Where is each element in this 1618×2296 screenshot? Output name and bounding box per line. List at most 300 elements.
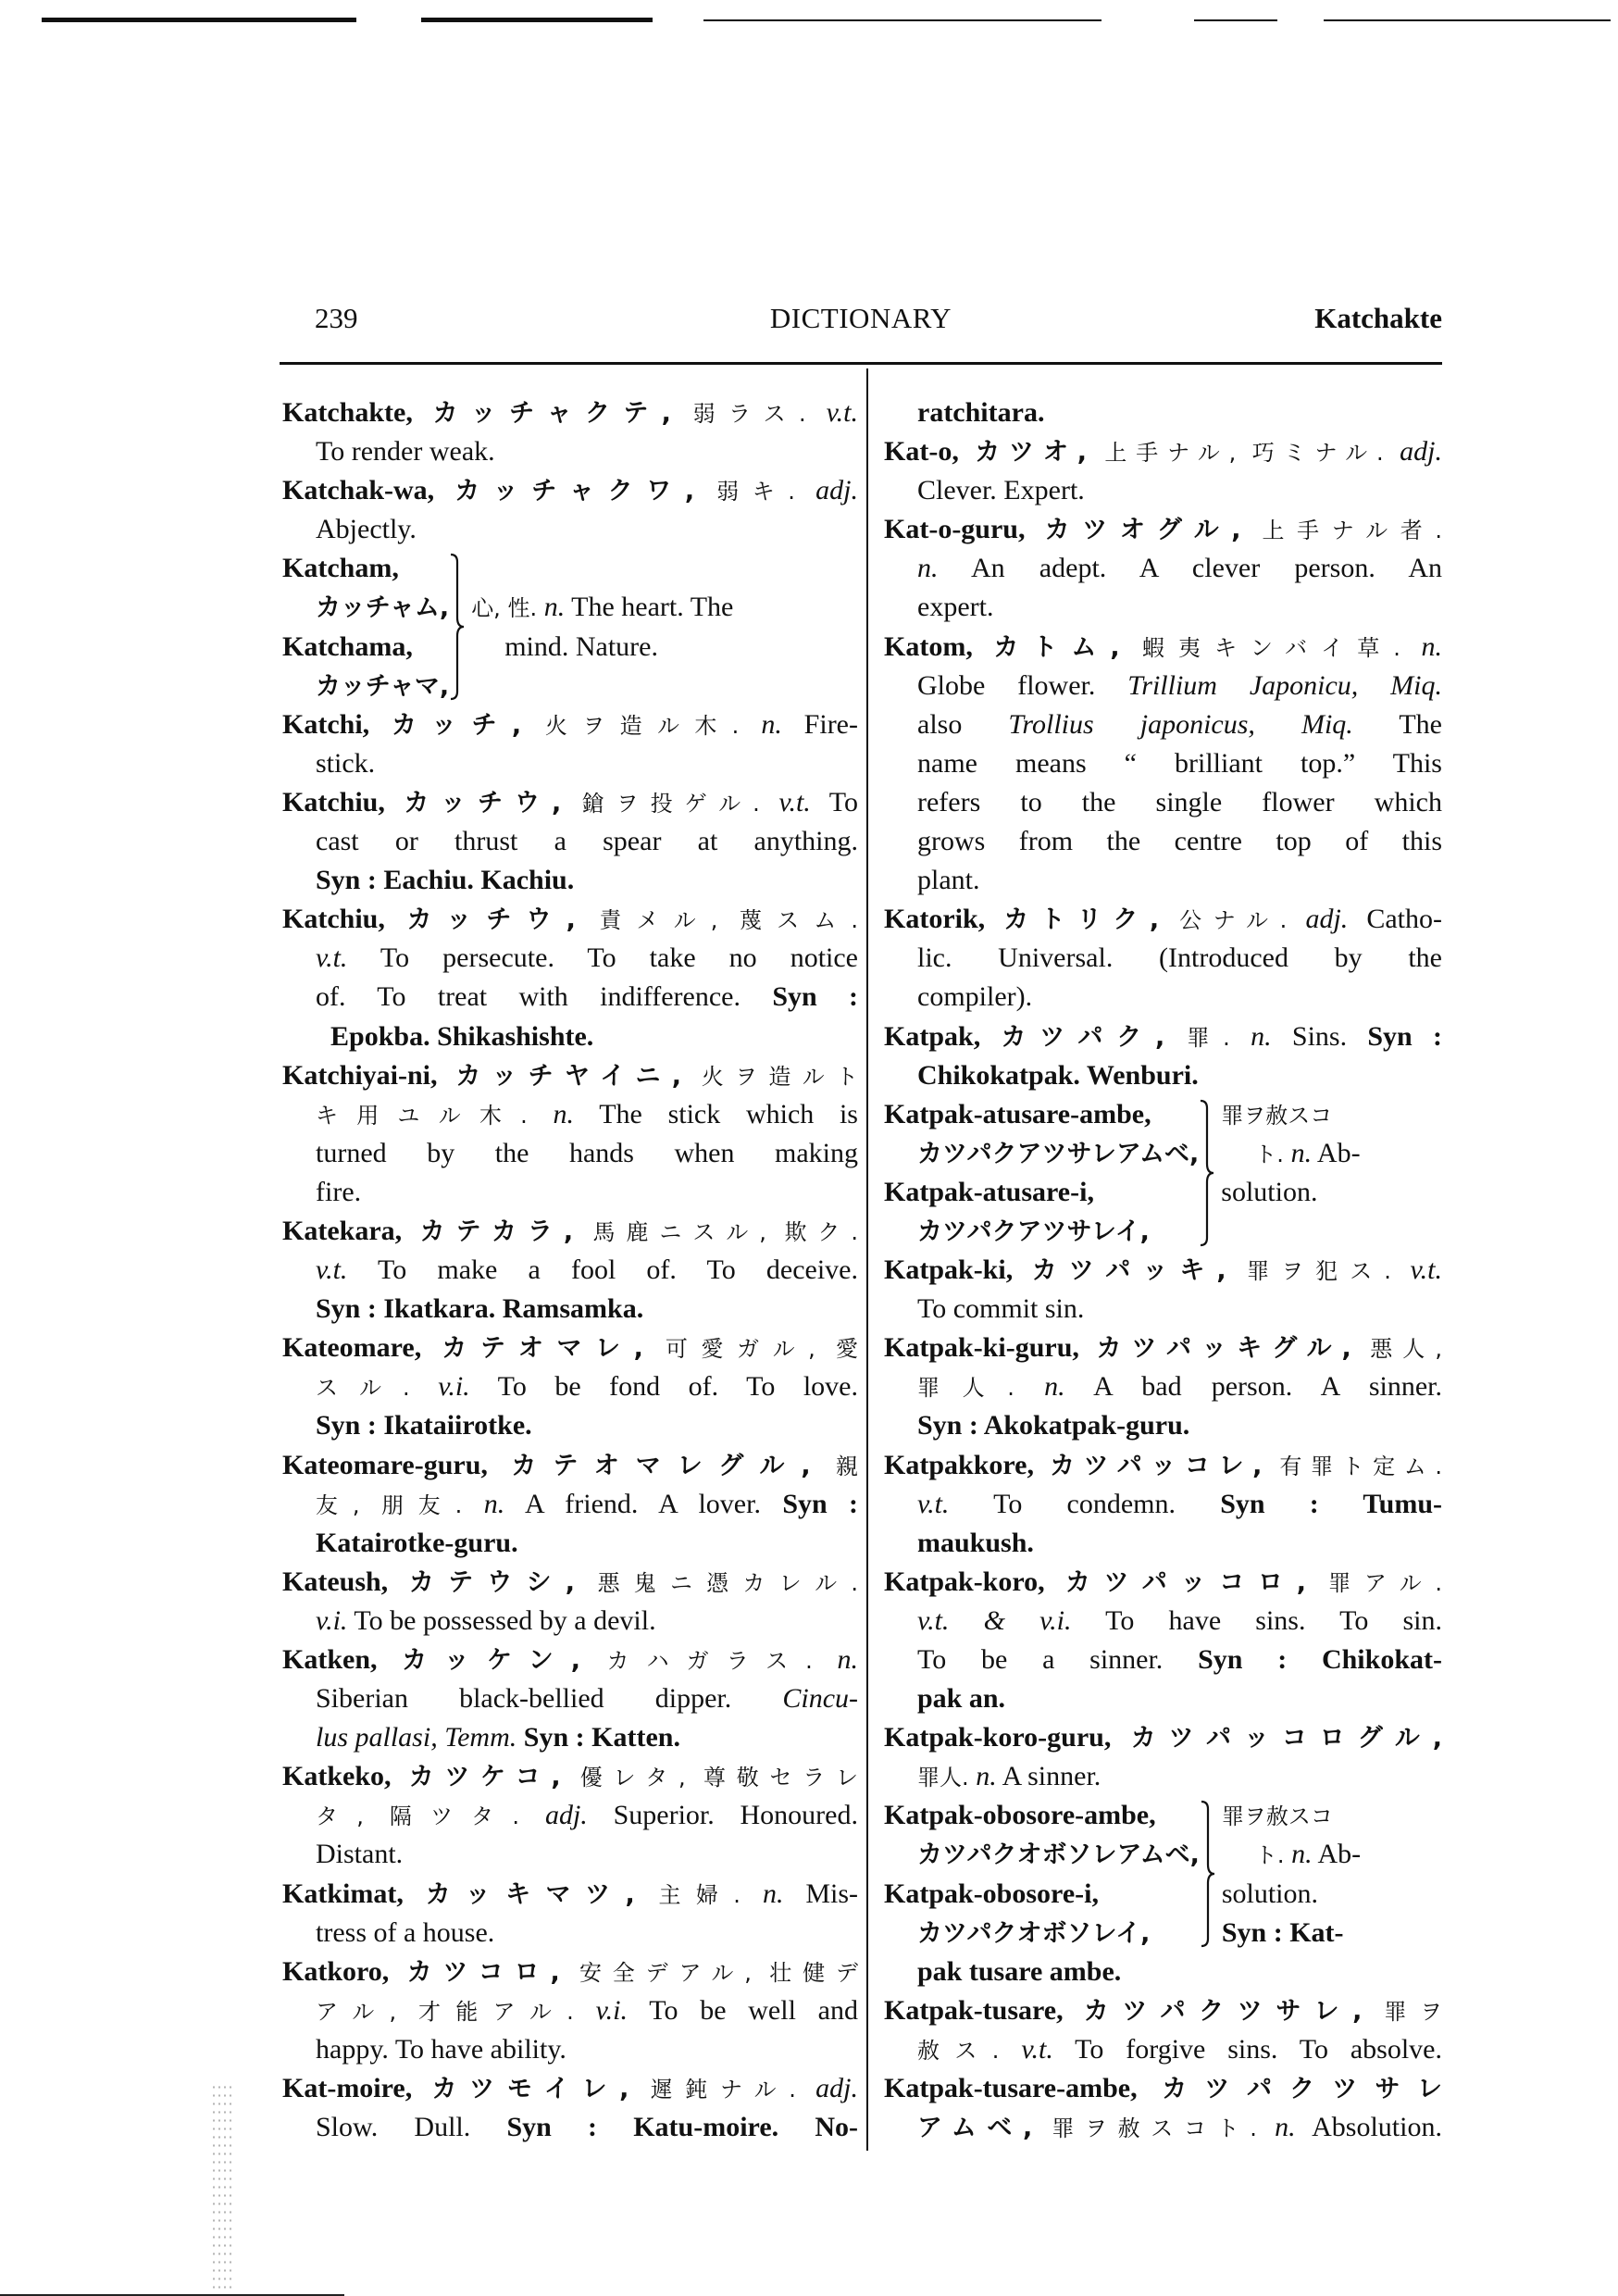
- bold-text: Katkeko,: [282, 1761, 409, 1792]
- bold-text: Katpak-obosore-i,: [884, 1878, 1099, 1909]
- bold-text: Syn : Chikokat-: [1198, 1644, 1442, 1676]
- definition-line: [884, 1095, 1199, 1134]
- dictionary-entry: [282, 1757, 858, 1874]
- definition-line: [282, 1914, 858, 1953]
- definition-line: [282, 1718, 858, 1757]
- definition-line: [884, 1290, 1442, 1329]
- bold-text: Katpak-koro,: [884, 1566, 1065, 1597]
- japanese-gloss: 心, 性.: [471, 595, 544, 622]
- bracketed-entry: [884, 1095, 1442, 1251]
- english-text: solution.: [1221, 1878, 1319, 1909]
- definition-line: [282, 1835, 858, 1874]
- katakana-reading: カッチ,: [392, 710, 545, 740]
- headword-line: [884, 1563, 1442, 1602]
- bold-text: Kat-o,: [884, 436, 976, 468]
- headword-line: [884, 1329, 1442, 1367]
- bold-text: Epokba. Shikashishte.: [330, 1020, 594, 1052]
- english-text: An adept. A clever person. An: [938, 553, 1442, 584]
- katakana-reading: カツオグル,: [1044, 516, 1263, 545]
- japanese-gloss: 公ナル.: [1179, 907, 1306, 934]
- bold-text: Katorik,: [884, 904, 1004, 935]
- english-text: To persecute. To take no notice: [347, 942, 858, 974]
- italic-text: v.t. & v.i.: [917, 1604, 1072, 1636]
- italic-text: v.i.: [595, 1994, 629, 2026]
- definition-line: [1222, 1796, 1361, 1835]
- shared-definition: [1216, 1796, 1361, 1952]
- english-text: Globe flower.: [917, 669, 1128, 701]
- brace: [1199, 1099, 1215, 1247]
- katakana-reading: カッチャマ,: [316, 671, 450, 701]
- definition-line: [282, 939, 858, 978]
- bold-text: Katchiyai-ni,: [282, 1059, 456, 1091]
- headword-line: [282, 783, 858, 822]
- curly-brace-icon: [449, 553, 466, 701]
- definition-line: [1221, 1095, 1360, 1134]
- headword-line: [884, 1718, 1442, 1757]
- katakana-reading: カツパクオボソレアムベ,: [917, 1841, 1200, 1870]
- english-text: The stick which is: [574, 1098, 858, 1129]
- page-number: 239: [315, 302, 358, 334]
- guide-word: Katchakte: [1314, 302, 1442, 334]
- japanese-gloss: 火ヲ造ルト: [701, 1063, 858, 1090]
- bold-text: Kateomare-guru,: [282, 1449, 512, 1480]
- dictionary-entry: [884, 1953, 1442, 1991]
- italic-text: n.: [976, 1761, 997, 1792]
- japanese-gloss: 主婦.: [658, 1881, 763, 1908]
- katakana-reading: カッチャクテ,: [432, 399, 693, 428]
- katakana-reading: カツパッキグル,: [1096, 1334, 1371, 1364]
- dictionary-entry: [884, 900, 1442, 1017]
- definition-line: [884, 1953, 1442, 1991]
- definition-line: [282, 432, 858, 471]
- definition-line: [884, 744, 1442, 783]
- headword-line: [282, 1056, 858, 1095]
- bold-text: Syn : Tumu-: [1220, 1488, 1442, 1519]
- dictionary-entry: [884, 1563, 1442, 1718]
- definition-line: [282, 744, 858, 783]
- japanese-gloss: アル, 才能アル.: [316, 1998, 596, 2025]
- english-text: A bad person. A sinner.: [1064, 1371, 1442, 1403]
- brace: [449, 553, 466, 701]
- bold-text: Kat-o-guru,: [884, 514, 1045, 545]
- bold-text: Syn : Kat-: [1221, 1916, 1344, 1948]
- katakana-reading: カッチャクワ,: [454, 477, 717, 506]
- english-text: Distant.: [316, 1839, 404, 1870]
- headword-line: [884, 1017, 1442, 1056]
- bold-text: Katpak-ki,: [884, 1254, 1032, 1286]
- japanese-gloss: スル.: [316, 1375, 439, 1402]
- definition-line: [282, 1796, 858, 1835]
- definition-line: [282, 1602, 858, 1641]
- definition-line: [282, 1095, 858, 1134]
- katakana-reading: カッキマツ,: [425, 1879, 659, 1909]
- katakana-reading: カツパクオボソレイ,: [917, 1918, 1151, 1948]
- katakana-reading: カッチウ,: [404, 788, 582, 817]
- definition-line: [884, 393, 1442, 432]
- italic-text: n.: [1291, 1839, 1313, 1870]
- italic-text: n.: [1044, 1371, 1065, 1403]
- english-text: name means “ brilliant top.” This: [917, 747, 1442, 779]
- bold-text: Katpak-obosore-ambe,: [884, 1800, 1156, 1831]
- definition-line: [884, 1056, 1442, 1095]
- definition-line: [884, 939, 1442, 978]
- japanese-gloss: 罪人.: [917, 1375, 1045, 1402]
- scan-edge-line: [1194, 19, 1277, 21]
- bracketed-entry: [884, 1796, 1442, 1952]
- japanese-gloss: ト.: [1254, 1141, 1291, 1167]
- bold-text: Katekara,: [282, 1215, 420, 1246]
- definition-line: [282, 2108, 858, 2147]
- headword-line: [282, 1641, 858, 1679]
- definition-line: [282, 667, 449, 705]
- japanese-gloss: 友, 朋友.: [316, 1491, 484, 1518]
- katakana-reading: カツケコ,: [408, 1763, 580, 1792]
- dictionary-entry: [282, 1641, 858, 1757]
- katakana-reading: カツパク,: [1001, 1022, 1188, 1052]
- headword-line: [282, 705, 858, 744]
- scan-edge-line: [1324, 19, 1611, 21]
- definition-line: [282, 1406, 858, 1445]
- definition-line: [282, 510, 858, 549]
- bold-text: Katchiu,: [282, 904, 407, 935]
- english-text: Fire-: [781, 708, 858, 740]
- japanese-gloss: タ, 隔ツタ.: [316, 1803, 545, 1830]
- katakana-reading: カツパクアツサレイ,: [917, 1217, 1150, 1246]
- english-text: Sins.: [1271, 1020, 1368, 1052]
- bold-text: Syn :: [782, 1488, 859, 1519]
- headword-line: [282, 1212, 858, 1251]
- japanese-gloss: 罪ヲ: [1384, 1998, 1443, 2025]
- bold-text: Katkimat,: [282, 1878, 426, 1909]
- dictionary-entry: [884, 1446, 1442, 1563]
- japanese-gloss: カハガラス.: [606, 1648, 838, 1675]
- japanese-gloss: 罪ヲ赦スコ: [1221, 1803, 1333, 1830]
- katakana-reading: カツパッコログル,: [1130, 1724, 1442, 1753]
- dictionary-entry: [884, 1329, 1442, 1445]
- definition-line: [1222, 1914, 1361, 1953]
- katakana-reading: カッチヤイニ,: [455, 1061, 702, 1091]
- italic-text: adj.: [1400, 436, 1442, 468]
- definition-line: [884, 471, 1442, 510]
- bold-text: maukush.: [917, 1527, 1034, 1558]
- english-text: To: [810, 786, 858, 817]
- definition-line: [282, 1251, 858, 1290]
- japanese-gloss: 罪アル.: [1328, 1569, 1442, 1596]
- japanese-gloss: 弱キ.: [716, 479, 816, 505]
- headword-line: [884, 1991, 1442, 2030]
- definition-line: [282, 549, 449, 588]
- headword-variants: [282, 549, 449, 705]
- dictionary-entry: [282, 393, 858, 471]
- italic-text: n.: [1275, 2112, 1296, 2143]
- left-column: [282, 393, 858, 2147]
- bold-text: Katchakte,: [282, 397, 433, 428]
- dictionary-entry: [884, 1991, 1442, 2069]
- bold-text: Katpak-atusare-i,: [884, 1176, 1094, 1207]
- bold-text: pak tusare ambe.: [917, 1955, 1122, 1987]
- headword-line: [282, 1329, 858, 1367]
- dictionary-entry: [884, 1017, 1442, 1095]
- katakana-reading: カツパッコレ,: [1050, 1451, 1280, 1480]
- definition-line: [884, 1679, 1442, 1718]
- katakana-reading: カテオマレグル,: [511, 1451, 836, 1480]
- japanese-gloss: 罪ヲ赦スコ: [1221, 1102, 1333, 1129]
- running-title: DICTIONARY: [769, 302, 952, 334]
- bold-text: Katkoro,: [282, 1955, 407, 1987]
- bold-text: Katchama,: [282, 630, 413, 662]
- italic-text: n.: [762, 1878, 784, 1909]
- bold-text: Katpak-tusare-ambe,: [884, 2073, 1163, 2104]
- definition-line: [884, 1835, 1200, 1874]
- italic-text: n.: [483, 1488, 505, 1519]
- dictionary-entry: [282, 1446, 858, 1563]
- dictionary-entry: [884, 510, 1442, 627]
- dictionary-entry: [282, 705, 858, 783]
- headword-line: [282, 1875, 858, 1914]
- english-text: To have sins. To sin.: [1071, 1604, 1442, 1636]
- english-text: fire.: [316, 1176, 362, 1207]
- definition-line: [884, 1367, 1442, 1406]
- bold-text: Katpak-tusare,: [884, 1994, 1084, 2026]
- column-divider: [866, 368, 868, 2151]
- katakana-reading: カッチャム,: [316, 593, 450, 623]
- english-text: lic. Universal. (Introduced by the: [917, 942, 1442, 974]
- scan-edge-line: [42, 18, 356, 22]
- italic-text: v.i.: [438, 1371, 470, 1403]
- curly-brace-icon: [1200, 1800, 1216, 1948]
- bold-text: Syn : Eachiu. Kachiu.: [316, 865, 575, 896]
- dictionary-entry: [884, 432, 1442, 510]
- dictionary-entry: [282, 900, 858, 1055]
- english-text: mind. Nature.: [504, 630, 658, 662]
- japanese-gloss: 安全デアル, 壮健デ: [579, 1959, 858, 1986]
- italic-text: v.t.: [1021, 2033, 1053, 2065]
- curly-brace-icon: [1199, 1099, 1215, 1247]
- english-text: Catho-: [1348, 904, 1442, 935]
- katakana-reading: カトリク,: [1003, 905, 1180, 935]
- bold-text: Katpakkore,: [884, 1449, 1051, 1480]
- english-text: grows from the centre top of this: [917, 826, 1442, 857]
- definition-line: [884, 588, 1442, 627]
- definition-line: [884, 2108, 1442, 2147]
- bracketed-entry: [282, 549, 858, 705]
- dictionary-entry: [282, 1056, 858, 1212]
- bold-text: Syn : Ikataiirotke.: [316, 1410, 532, 1441]
- english-text: stick.: [316, 747, 376, 779]
- definition-line: [471, 588, 733, 627]
- scan-edge-line: [703, 19, 1101, 21]
- italic-text: v.i.: [316, 1604, 348, 1636]
- english-text: plant.: [917, 865, 980, 896]
- dictionary-entry: [884, 393, 1442, 432]
- definition-line: [884, 667, 1442, 705]
- bold-text: Katpak,: [884, 1020, 1002, 1052]
- definition-line: [282, 1134, 858, 1173]
- scan-edge-line: [421, 18, 653, 22]
- definition-line: [1222, 1835, 1361, 1874]
- japanese-gloss: 遲鈍ナル.: [650, 2077, 816, 2103]
- definition-line: [471, 628, 733, 667]
- english-text: To condemn.: [949, 1488, 1221, 1519]
- bold-text: ratchitara.: [917, 397, 1045, 428]
- definition-line: [1221, 1212, 1360, 1251]
- headword-line: [282, 471, 858, 510]
- definition-line: [282, 1017, 858, 1056]
- bold-text: Syn : Katten.: [523, 1722, 680, 1753]
- english-text: compiler).: [917, 981, 1033, 1013]
- english-text: Abjectly.: [316, 514, 417, 545]
- english-text: Absolution.: [1295, 2112, 1442, 2143]
- dictionary-entry: [282, 1329, 858, 1445]
- headword-line: [884, 1446, 1442, 1485]
- bold-text: Kat-moire,: [282, 2073, 432, 2104]
- english-text: A friend. A lover.: [504, 1488, 783, 1519]
- definition-line: [884, 549, 1442, 588]
- italic-text: adj.: [544, 1800, 588, 1831]
- english-text: A sinner.: [996, 1761, 1101, 1792]
- english-text: The heart. The: [565, 592, 734, 623]
- definition-line: [471, 667, 733, 705]
- definition-line: [884, 2030, 1442, 2069]
- dictionary-entry: [282, 2069, 858, 2147]
- english-text: turned by the hands when making: [316, 1137, 858, 1168]
- bold-text: Katchiu,: [282, 786, 404, 817]
- header-rule: [280, 362, 1442, 365]
- katakana-reading: カッチウ,: [406, 905, 600, 935]
- definition-line: [282, 861, 858, 900]
- italic-text: Trillium Japonicu, Miq.: [1127, 669, 1442, 701]
- katakana-reading: カトム,: [993, 632, 1143, 662]
- definition-line: [884, 1173, 1199, 1212]
- italic-text: v.t.: [316, 942, 348, 974]
- definition-line: [282, 1485, 858, 1524]
- japanese-gloss: 赦ス.: [917, 2037, 1022, 2064]
- definition-line: [1221, 1173, 1360, 1212]
- bold-text: Katom,: [884, 630, 994, 662]
- definition-line: [471, 549, 733, 588]
- italic-text: n.: [837, 1644, 858, 1676]
- italic-text: v.t.: [778, 786, 811, 817]
- headword-line: [282, 1446, 858, 1485]
- headword-variants: [884, 1796, 1200, 1952]
- bold-text: Katcham,: [282, 553, 399, 584]
- english-text: expert.: [917, 592, 994, 623]
- english-text: also: [917, 708, 1009, 740]
- japanese-gloss: キ用ユル木.: [316, 1102, 554, 1129]
- definition-line: [884, 1757, 1442, 1796]
- english-text: To make a fool of. To deceive.: [347, 1254, 858, 1286]
- definition-line: [884, 705, 1442, 744]
- headword-line: [282, 393, 858, 432]
- english-text: To be a sinner.: [917, 1644, 1199, 1676]
- english-text: To be possessed by a devil.: [347, 1604, 656, 1636]
- definition-line: [282, 822, 858, 861]
- english-text: The: [1352, 708, 1442, 740]
- dictionary-entry: [282, 471, 858, 549]
- bold-text: Katpak-atusare-ambe,: [884, 1098, 1151, 1129]
- headword-line: [282, 900, 858, 939]
- japanese-gloss: 悪人,: [1370, 1336, 1442, 1363]
- definition-line: [884, 1602, 1442, 1641]
- italic-text: n.: [917, 553, 939, 584]
- definition-line: [282, 1173, 858, 1212]
- italic-text: Trollius japonicus, Miq.: [1008, 708, 1353, 740]
- italic-text: adj.: [1305, 904, 1349, 935]
- dictionary-entry: [884, 628, 1442, 901]
- japanese-gloss: 弱ラス.: [692, 401, 827, 427]
- headword-line: [884, 628, 1442, 667]
- definition-line: [282, 2030, 858, 2069]
- english-text: of. To treat with indifference.: [316, 981, 773, 1013]
- italic-text: n.: [553, 1098, 575, 1129]
- definition-line: [282, 1367, 858, 1406]
- bold-text: Syn : Akokatpak-guru.: [917, 1410, 1190, 1441]
- definition-line: [884, 1485, 1442, 1524]
- english-text: To be fond of. To love.: [469, 1371, 858, 1403]
- japanese-gloss: 責メル, 蔑スム.: [599, 907, 858, 934]
- english-text: To forgive sins. To absolve.: [1052, 2033, 1442, 2065]
- running-head: [280, 302, 1442, 343]
- japanese-gloss: 上手ナル, 巧ミナル.: [1104, 440, 1400, 467]
- english-text: tress of a house.: [316, 1916, 495, 1948]
- definition-line: [282, 628, 449, 667]
- italic-text: v.t.: [917, 1488, 950, 1519]
- headword-line: [282, 1757, 858, 1796]
- definition-line: [884, 1914, 1200, 1953]
- definition-line: [1222, 1875, 1361, 1914]
- katakana-reading: カツモイレ,: [431, 2075, 651, 2104]
- japanese-gloss: 蝦夷キンバイ草.: [1142, 634, 1422, 661]
- definition-line: [884, 822, 1442, 861]
- katakana-reading: カツパクアツサレアムベ,: [917, 1139, 1200, 1168]
- katakana-reading: カテオマレ,: [442, 1334, 666, 1364]
- bold-text: Kateush,: [282, 1566, 409, 1597]
- italic-text: v.t.: [1410, 1254, 1442, 1286]
- italic-text: v.t.: [826, 397, 859, 428]
- definition-line: [884, 861, 1442, 900]
- dictionary-entry: [282, 1563, 858, 1641]
- katakana-reading: カツパクツサレ,: [1083, 1996, 1385, 2026]
- bold-text: Katken,: [282, 1644, 403, 1676]
- definition-line: [1221, 1134, 1360, 1173]
- english-text: Mis-: [783, 1878, 858, 1909]
- japanese-gloss: 上手ナル者.: [1262, 518, 1442, 544]
- bold-text: Chikokatpak. Wenburi.: [917, 1059, 1199, 1091]
- definition-line: [884, 1796, 1200, 1835]
- headword-line: [884, 900, 1442, 939]
- katakana-reading: カテカラ,: [419, 1217, 593, 1246]
- japanese-gloss: 罪.: [1187, 1024, 1251, 1051]
- english-text: Siberian black-bellied dipper.: [316, 1683, 783, 1715]
- bold-text: Katpak-ki-guru,: [884, 1332, 1097, 1364]
- english-text: solution.: [1221, 1176, 1318, 1207]
- definition-line: [282, 1290, 858, 1329]
- japanese-gloss: 罪人.: [917, 1765, 977, 1791]
- english-text: Clever. Expert.: [917, 475, 1085, 506]
- japanese-gloss: 悪鬼ニ憑カレル.: [597, 1569, 858, 1596]
- italic-text: lus pallasi, Temm.: [316, 1722, 517, 1753]
- definition-line: [884, 783, 1442, 822]
- katakana-reading: アムベ,: [917, 2114, 1052, 2143]
- katakana-reading: カツパッキ,: [1031, 1256, 1248, 1286]
- english-text: To commit sin.: [917, 1293, 1085, 1325]
- dictionary-entry: [282, 783, 858, 900]
- english-text: Slow. Dull.: [316, 2112, 507, 2143]
- definition-line: [884, 1406, 1442, 1445]
- japanese-gloss: 優レタ, 尊敬セラレ: [579, 1765, 858, 1791]
- italic-text: n.: [1251, 1020, 1272, 1052]
- dictionary-entry: [884, 1251, 1442, 1329]
